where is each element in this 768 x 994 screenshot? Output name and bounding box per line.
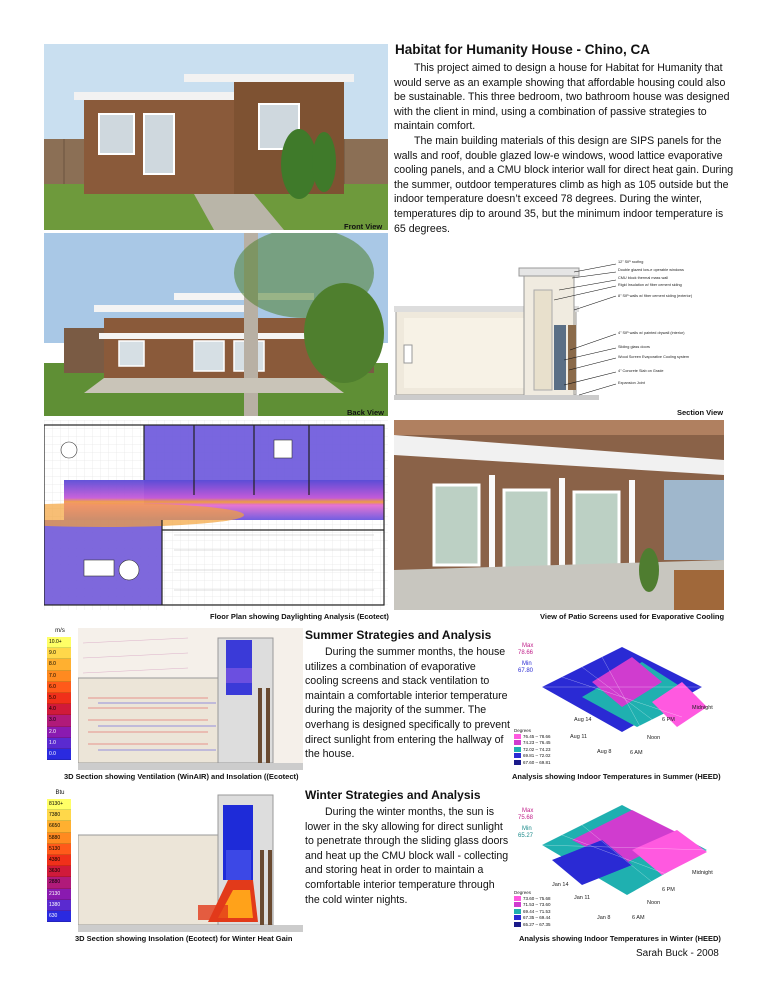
caption-summer-section: 3D Section showing Ventilation (WinAIR) and Insolation ((Ecotect) bbox=[64, 772, 299, 781]
caption-winter-chart: Analysis showing Indoor Temperatures in Winter (HEED) bbox=[519, 934, 721, 943]
section-label-5: 8" SIP walls w/ fiber cement siding (exterior) bbox=[618, 294, 693, 298]
winter-legend-item-6: 3630 bbox=[47, 866, 71, 877]
summer-date-3: Aug 8 bbox=[597, 749, 612, 755]
summer-legend-item-7: 3.0 bbox=[47, 715, 71, 726]
caption-winter-section: 3D Section showing Insolation (Ecotect) for Winter Heat Gain bbox=[75, 934, 293, 943]
summer-legend-item-3: 7.0 bbox=[47, 671, 71, 682]
summer-chart-legend-row bbox=[514, 759, 551, 766]
summer-legend bbox=[47, 628, 73, 760]
back-view-image bbox=[44, 233, 388, 416]
summer-min-label: Min bbox=[522, 661, 532, 667]
patio-image bbox=[394, 420, 724, 610]
floor-plan-image bbox=[44, 420, 388, 610]
front-view-image bbox=[44, 44, 388, 230]
winter-legend-item-0: 8130+ bbox=[47, 799, 71, 810]
summer-legend-item-1: 9.0 bbox=[47, 648, 71, 659]
winter-chart-legend-swatch bbox=[514, 909, 521, 914]
section-label-1: 12" SIP roofing bbox=[618, 260, 644, 264]
summer-legend-item-2: 8.0 bbox=[47, 659, 71, 670]
summer-heading: Summer Strategies and Analysis bbox=[305, 628, 492, 642]
summer-chart bbox=[512, 627, 725, 770]
winter-text: During the winter months, the sun is lower in the sky allowing for direct sunlight to penetrate through the sliding glass doors and heat up the CMU block wall - collecting and storing heat in order to maintain a comfortable interior temperature through the cold winter nights. bbox=[305, 806, 509, 906]
summer-text-block bbox=[305, 645, 510, 762]
winter-legend-item-3: 5880 bbox=[47, 833, 71, 844]
winter-chart-legend-row bbox=[514, 915, 551, 922]
summer-chart-legend-swatch bbox=[514, 734, 521, 739]
winter-chart-legend-swatch bbox=[514, 902, 521, 907]
section-label-9: 4" Concrete Slab on Grade bbox=[618, 369, 664, 373]
winter-legend-item-9: 1380 bbox=[47, 900, 71, 911]
winter-time-4: 6 AM bbox=[632, 915, 645, 921]
intro-text bbox=[394, 61, 734, 236]
summer-time-4: 6 AM bbox=[630, 750, 643, 756]
winter-chart-legend-label: 67.35 – 69.44 bbox=[523, 915, 551, 921]
section-label-10: Expansion Joint bbox=[618, 381, 645, 385]
winter-min-label: Min bbox=[522, 826, 532, 832]
summer-legend-item-4: 6.0 bbox=[47, 682, 71, 693]
winter-date-3: Jan 8 bbox=[597, 915, 611, 921]
summer-time-3: Noon bbox=[647, 735, 661, 741]
summer-legend-item-5: 5.0 bbox=[47, 693, 71, 704]
winter-section-image bbox=[78, 790, 303, 932]
section-label-4: Rigid Insulation w/ fiber cement siding bbox=[618, 283, 682, 287]
winter-date-2: Jan 11 bbox=[574, 895, 591, 901]
summer-chart-legend-swatch bbox=[514, 753, 521, 758]
winter-legend-item-2: 6650 bbox=[47, 821, 71, 832]
summer-max-label: Max bbox=[522, 643, 534, 649]
summer-time-2: 6 PM bbox=[662, 717, 675, 723]
summer-legend-item-0: 10.0+ bbox=[47, 637, 71, 648]
winter-time-2: 6 PM bbox=[662, 887, 675, 893]
winter-max-value: 75.68 bbox=[518, 815, 534, 821]
summer-chart-legend-title: Degrees bbox=[514, 728, 532, 733]
intro-paragraph-1: This project aimed to design a house for Habitat for Humanity that would serve as an example showing that affordable housing could also be sustainable. This three bedroom, two bathroom house was designed with the client in mind, using a combination of passive strategies to maintain comfort. bbox=[394, 62, 730, 133]
winter-time-3: Noon bbox=[647, 900, 661, 906]
winter-chart-legend-row bbox=[514, 895, 551, 902]
winter-chart-legend-row bbox=[514, 908, 551, 915]
summer-chart-legend-label: 74.23 – 76.45 bbox=[523, 740, 551, 746]
winter-date-1: Jan 14 bbox=[552, 882, 569, 888]
section-label-7: Sliding glass doors bbox=[618, 345, 650, 349]
summer-legend-unit: m/s bbox=[55, 628, 65, 634]
summer-date-2: Aug 11 bbox=[570, 734, 588, 740]
summer-time-1: Midnight bbox=[692, 705, 713, 711]
summer-chart-legend-label: 72.02 – 74.23 bbox=[523, 746, 551, 752]
winter-chart-legend-row bbox=[514, 902, 551, 909]
summer-chart-legend-label: 67.60 – 69.81 bbox=[523, 759, 551, 765]
caption-section-view: Section View bbox=[677, 408, 724, 417]
summer-chart-legend-swatch bbox=[514, 747, 521, 752]
section-label-3: CMU block thermal mass wall bbox=[618, 276, 669, 280]
caption-floor-plan: Floor Plan showing Daylighting Analysis (Ecotect) bbox=[210, 612, 389, 621]
author-credit: Sarah Buck - 2008 bbox=[636, 948, 719, 959]
summer-legend-item-10: 0.0 bbox=[47, 749, 71, 760]
winter-chart-legend-label: 71.53 – 73.60 bbox=[523, 902, 551, 908]
caption-summer-chart: Analysis showing Indoor Temperatures in Summer (HEED) bbox=[512, 772, 721, 781]
summer-chart-legend-label: 76.45 – 78.66 bbox=[523, 733, 551, 739]
winter-max-label: Max bbox=[522, 808, 534, 814]
winter-chart-legend bbox=[514, 890, 551, 928]
winter-chart-legend-swatch bbox=[514, 896, 521, 901]
winter-min-value: 65.27 bbox=[518, 833, 534, 839]
summer-legend-item-6: 4.0 bbox=[47, 704, 71, 715]
summer-chart-legend-row bbox=[514, 733, 551, 740]
caption-patio: View of Patio Screens used for Evaporative Cooling bbox=[540, 612, 725, 621]
winter-chart-legend-label: 69.44 – 71.53 bbox=[523, 908, 551, 914]
summer-section-image bbox=[78, 628, 303, 770]
section-view-drawing bbox=[394, 250, 724, 410]
winter-legend-item-1: 7380 bbox=[47, 810, 71, 821]
winter-time-1: Midnight bbox=[692, 870, 713, 876]
summer-chart-legend-row bbox=[514, 740, 551, 747]
winter-heading: Winter Strategies and Analysis bbox=[305, 788, 481, 802]
winter-legend-item-10: 630 bbox=[47, 911, 71, 922]
winter-legend-unit: Btu bbox=[55, 790, 65, 796]
summer-chart-legend-swatch bbox=[514, 740, 521, 745]
summer-chart-legend bbox=[514, 728, 551, 766]
winter-legend bbox=[47, 790, 73, 922]
intro-paragraph-2: The main building materials of this design are SIPS panels for the walls and roof, double glazed low-e windows, wood lattice evaporative cooling panels, and a CMU block interior wall for direct heat gain. During the summer, outdoor temperatures climb as high as 105 outside but the indoor temperature doesn’t exceed 78 degrees. During the winter, temperatures dip to around 35, but the minimum indoor temperature is 65 degrees. bbox=[394, 134, 734, 235]
winter-chart-legend-swatch bbox=[514, 915, 521, 920]
winter-chart-legend-label: 65.27 – 67.35 bbox=[523, 921, 551, 927]
winter-chart-legend-title: Degrees bbox=[514, 890, 532, 895]
winter-chart-legend-row bbox=[514, 921, 551, 928]
summer-chart-legend-row bbox=[514, 753, 551, 760]
summer-legend-item-9: 1.0 bbox=[47, 738, 71, 749]
summer-max-value: 78.66 bbox=[518, 650, 534, 656]
winter-chart-legend-label: 73.60 – 75.68 bbox=[523, 895, 551, 901]
winter-chart-legend-swatch bbox=[514, 922, 521, 927]
winter-legend-item-8: 2130 bbox=[47, 889, 71, 900]
section-label-2: Double glazed low-e operable windows bbox=[618, 268, 684, 272]
summer-chart-legend-label: 69.81 – 72.02 bbox=[523, 753, 551, 759]
winter-legend-item-4: 5130 bbox=[47, 844, 71, 855]
section-label-6: 4" SIP walls w/ painted drywall (interior) bbox=[618, 331, 685, 335]
summer-chart-legend-swatch bbox=[514, 760, 521, 765]
winter-legend-item-7: 2880 bbox=[47, 877, 71, 888]
caption-back-view: Back View bbox=[347, 408, 384, 417]
section-label-8: Wood Screen Evaporative Cooling system bbox=[618, 355, 690, 359]
summer-date-1: Aug 14 bbox=[574, 717, 592, 723]
winter-text-block bbox=[305, 805, 510, 907]
summer-min-value: 67.80 bbox=[518, 668, 534, 674]
summer-text: During the summer months, the house utilizes a combination of evaporative cooling screens and stack ventilation to maintain a comfortable interior temperature during the majority of the summer. The overhang is designed specifically to prevent direct sunlight from entering the hallway of the house. bbox=[305, 646, 510, 761]
winter-legend-item-5: 4380 bbox=[47, 855, 71, 866]
summer-legend-item-8: 2.0 bbox=[47, 727, 71, 738]
summer-chart-legend-row bbox=[514, 746, 551, 753]
winter-chart bbox=[512, 790, 725, 932]
caption-front-view: Front View bbox=[344, 222, 383, 231]
page-title: Habitat for Humanity House - Chino, CA bbox=[395, 42, 651, 57]
